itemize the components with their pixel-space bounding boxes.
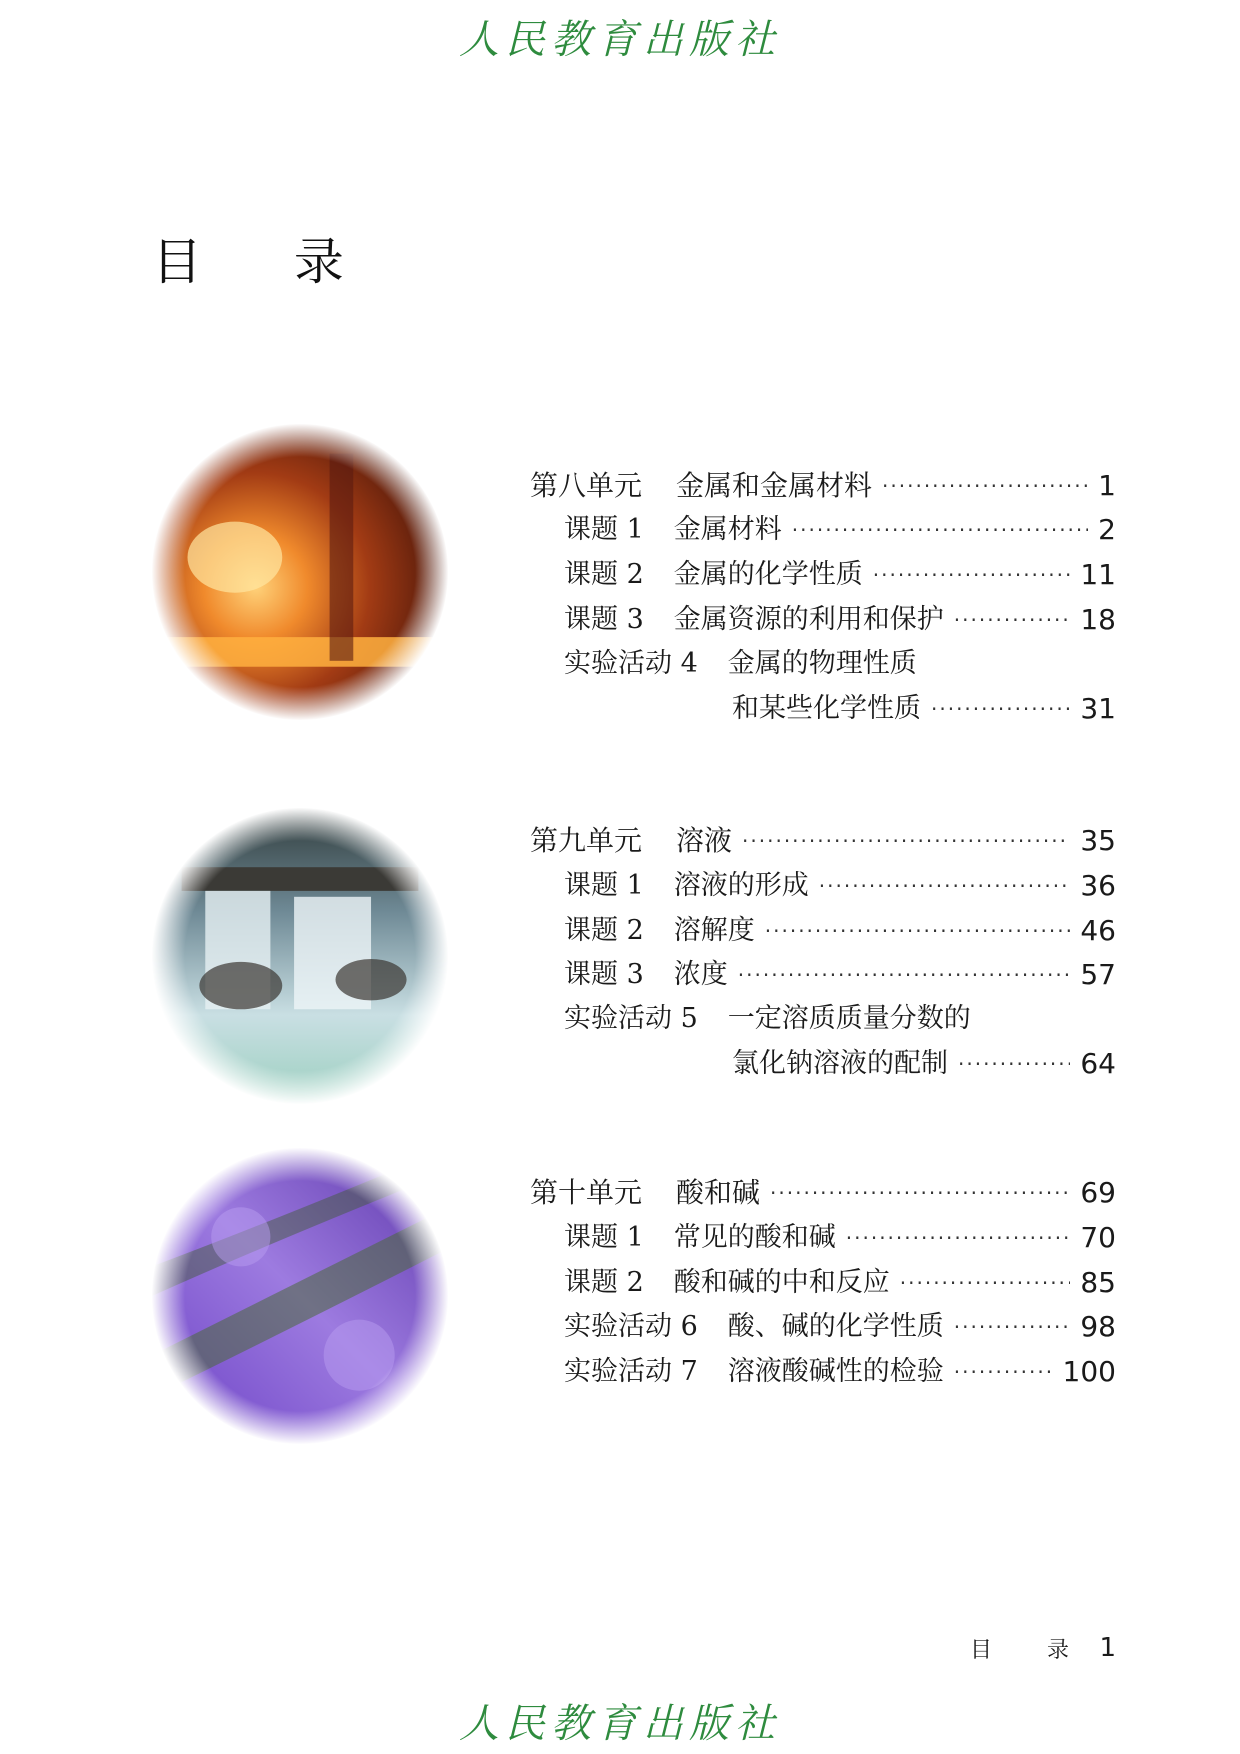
- toc-lesson-row[interactable]: 课题 2 溶解度 ····· 46: [530, 911, 1116, 951]
- toc-lesson-row[interactable]: 课题 2 金属的化学性质 ····· 11: [530, 555, 1116, 595]
- toc-lesson-row[interactable]: 课题 1 常见的酸和碱 ····· 70: [530, 1218, 1116, 1258]
- toc-activity-row[interactable]: 实验活动 6 酸、碱的化学性质 ····· 98: [530, 1307, 1116, 1347]
- page-number: 64: [1080, 1047, 1116, 1080]
- page-number: 36: [1080, 869, 1116, 902]
- page-footer: [970, 1628, 1116, 1668]
- leader-dots: [792, 510, 1088, 550]
- page-number: 46: [1080, 914, 1116, 947]
- toc-activity-row[interactable]: 实验活动 4 金属的物理性质: [564, 648, 917, 679]
- toc-unit-row[interactable]: 第九单元 溶液 ····· 35: [530, 821, 1116, 861]
- leader-dots: [931, 689, 1070, 729]
- leader-dots: [882, 466, 1088, 506]
- leader-dots: [738, 955, 1071, 995]
- page-number: 1: [1098, 469, 1116, 502]
- page-title: 目 录: [152, 233, 382, 291]
- toc-lesson-row[interactable]: 课题 2 酸和碱的中和反应 ····· 85: [530, 1263, 1116, 1303]
- toc-activity-row[interactable]: 实验活动 5 一定溶质质量分数的: [564, 1003, 971, 1034]
- footer-page-number: 1: [1099, 1633, 1116, 1663]
- leader-dots: [958, 1044, 1070, 1084]
- toc-lesson-row[interactable]: 课题 1 金属材料 ····· 2: [530, 510, 1116, 550]
- toc-activity-row[interactable]: 实验活动 7 溶液酸碱性的检验 ····· 100: [530, 1352, 1116, 1392]
- publisher-logo-bottom: 人民教育出版社: [459, 1701, 781, 1747]
- page-number: 69: [1080, 1176, 1116, 1209]
- toc-lesson-row[interactable]: 课题 3 浓度 ····· 57: [530, 955, 1116, 995]
- page-number: 18: [1080, 603, 1116, 636]
- leader-dots: [954, 1352, 1053, 1392]
- page-number: 2: [1098, 513, 1116, 546]
- publisher-logo-top: 人民教育出版社: [459, 17, 781, 63]
- page-number: 70: [1080, 1221, 1116, 1254]
- toc-lesson-row[interactable]: 课题 1 溶液的形成 ····· 36: [530, 866, 1116, 906]
- leader-dots: [954, 1307, 1071, 1347]
- leader-dots: [770, 1173, 1070, 1213]
- lavender-field-image: [152, 1148, 448, 1444]
- leader-dots: [742, 821, 1070, 861]
- toc-activity-row-cont[interactable]: 氯化钠溶液的配制 ····· 64: [530, 1044, 1116, 1084]
- waterfall-image: [152, 808, 448, 1104]
- toc-activity-row-cont[interactable]: 和某些化学性质 ····· 31: [530, 689, 1116, 729]
- toc-lesson-row[interactable]: 课题 3 金属资源的利用和保护 ····· 18: [530, 600, 1116, 640]
- footer-label: 目 录: [970, 1637, 1093, 1663]
- page-number: 100: [1062, 1355, 1116, 1388]
- toc-unit-row[interactable]: 第八单元 金属和金属材料 ····· 1: [530, 466, 1116, 506]
- page-number: 85: [1080, 1266, 1116, 1299]
- toc-unit-row[interactable]: 第十单元 酸和碱 ····· 69: [530, 1173, 1116, 1213]
- leader-dots: [900, 1263, 1071, 1303]
- page-number: 31: [1080, 692, 1116, 725]
- page-number: 35: [1080, 824, 1116, 857]
- leader-dots: [765, 911, 1071, 951]
- page-number: 11: [1080, 558, 1116, 591]
- leader-dots: [819, 866, 1071, 906]
- page-number: 57: [1080, 958, 1116, 991]
- molten-metal-image: [152, 424, 448, 720]
- leader-dots: [873, 555, 1071, 595]
- page-number: 98: [1080, 1310, 1116, 1343]
- leader-dots: [846, 1218, 1071, 1258]
- leader-dots: [954, 600, 1071, 640]
